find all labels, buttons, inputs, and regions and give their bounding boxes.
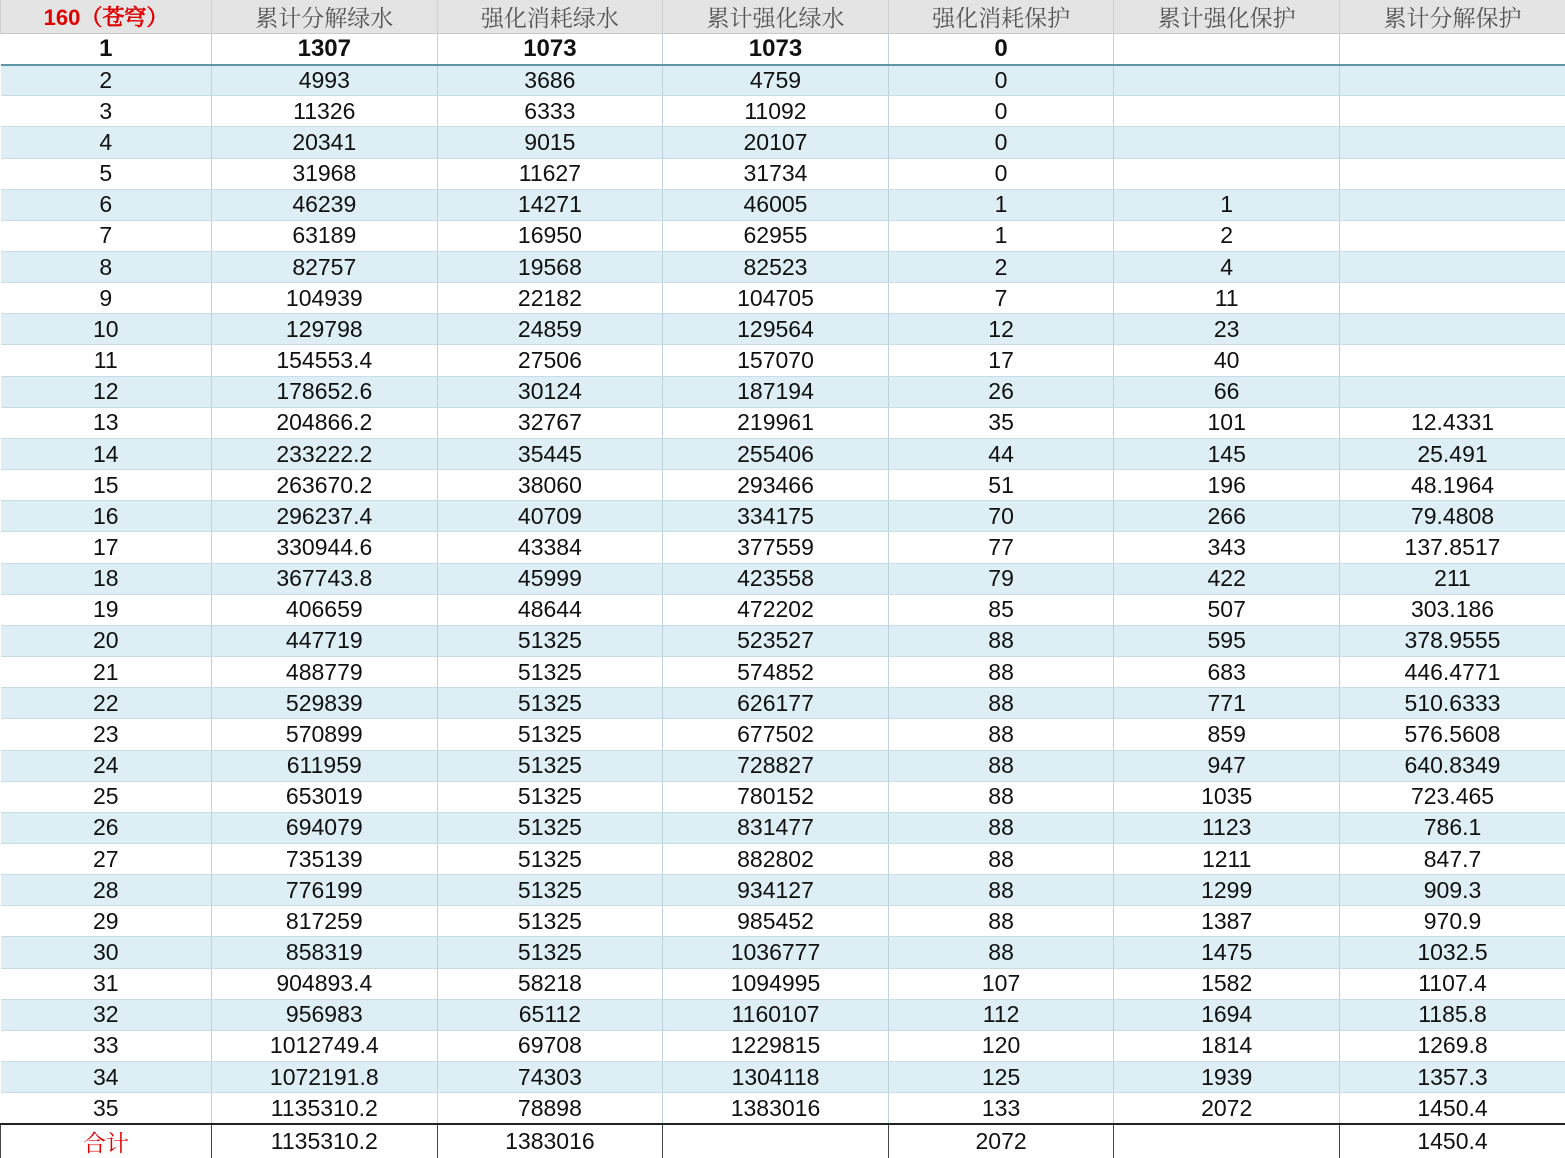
enhance-cost-green-cell[interactable]: 38060 <box>437 470 663 501</box>
cumulative-decompose-protect-cell[interactable]: 1269.8 <box>1339 1030 1565 1061</box>
table-row <box>1 719 1565 750</box>
column-header-enhance-cost-protect[interactable]: 强化消耗保护 <box>888 0 1114 34</box>
table-row <box>1 875 1565 906</box>
cumulative-decompose-green-cell[interactable]: 1135310.2 <box>212 1093 438 1124</box>
level-cell[interactable]: 22 <box>1 688 212 719</box>
table-row <box>1 376 1565 407</box>
cumulative-decompose-protect-cell[interactable]: 1107.4 <box>1339 968 1565 999</box>
enhance-cost-protect-cell[interactable]: 88 <box>888 937 1114 968</box>
enhance-cost-green-cell[interactable]: 51325 <box>437 906 663 937</box>
cumulative-decompose-green-cell[interactable]: 858319 <box>212 937 438 968</box>
table-row <box>1 252 1565 283</box>
cumulative-decompose-green-cell[interactable]: 204866.2 <box>212 407 438 438</box>
enhance-cost-green-cell[interactable]: 74303 <box>437 1062 663 1093</box>
table-row <box>1 65 1565 96</box>
cumulative-decompose-protect-cell[interactable]: 211 <box>1339 563 1565 594</box>
cumulative-enhance-green-cell[interactable]: 4759 <box>663 65 889 96</box>
level-cell[interactable]: 18 <box>1 563 212 594</box>
cumulative-enhance-protect-cell[interactable]: 422 <box>1114 563 1340 594</box>
enhance-cost-green-cell[interactable]: 51325 <box>437 688 663 719</box>
cumulative-decompose-green-cell[interactable]: 367743.8 <box>212 563 438 594</box>
table-row <box>1 220 1565 251</box>
level-cell[interactable]: 20 <box>1 625 212 656</box>
enhance-cost-protect-cell[interactable]: 0 <box>888 127 1114 158</box>
level-cell[interactable]: 26 <box>1 812 212 843</box>
cumulative-decompose-green-cell[interactable]: 611959 <box>212 750 438 781</box>
enhance-cost-green-cell[interactable]: 40709 <box>437 501 663 532</box>
cumulative-enhance-protect-cell[interactable]: 40 <box>1114 345 1340 376</box>
table-row <box>1 283 1565 314</box>
cumulative-enhance-protect-cell[interactable]: 507 <box>1114 594 1340 625</box>
table-row <box>1 1062 1565 1093</box>
enhance-cost-protect-cell[interactable]: 77 <box>888 532 1114 563</box>
cumulative-enhance-green-cell[interactable]: 780152 <box>663 781 889 812</box>
enhance-cost-green-cell[interactable]: 51325 <box>437 781 663 812</box>
enhance-cost-green-cell[interactable]: 24859 <box>437 314 663 345</box>
enhance-cost-protect-cell[interactable]: 12 <box>888 314 1114 345</box>
cumulative-decompose-green-cell[interactable]: 330944.6 <box>212 532 438 563</box>
cumulative-decompose-protect-cell[interactable]: 48.1964 <box>1339 470 1565 501</box>
enhance-cost-green-cell[interactable]: 78898 <box>437 1093 663 1124</box>
cumulative-decompose-protect-cell[interactable]: 1357.3 <box>1339 1062 1565 1093</box>
cumulative-decompose-green-cell[interactable]: 956983 <box>212 999 438 1030</box>
column-header-cumulative-decompose-green[interactable]: 累计分解绿水 <box>212 0 438 34</box>
cumulative-enhance-protect-cell[interactable]: 771 <box>1114 688 1340 719</box>
cumulative-decompose-protect-cell[interactable]: 786.1 <box>1339 812 1565 843</box>
cumulative-enhance-green-cell[interactable]: 219961 <box>663 407 889 438</box>
cumulative-decompose-protect-cell[interactable]: 378.9555 <box>1339 625 1565 656</box>
cumulative-decompose-protect-cell[interactable]: 723.465 <box>1339 781 1565 812</box>
level-cell[interactable]: 21 <box>1 657 212 688</box>
enhance-cost-green-cell[interactable]: 48644 <box>437 594 663 625</box>
cumulative-decompose-green-cell[interactable]: 178652.6 <box>212 376 438 407</box>
enhance-cost-protect-cell[interactable]: 88 <box>888 875 1114 906</box>
level-cell[interactable]: 12 <box>1 376 212 407</box>
cumulative-enhance-protect-cell[interactable]: 1475 <box>1114 937 1340 968</box>
cumulative-enhance-protect-cell[interactable]: 595 <box>1114 625 1340 656</box>
enhance-cost-green-cell[interactable]: 9015 <box>437 127 663 158</box>
enhance-cost-protect-cell[interactable]: 88 <box>888 657 1114 688</box>
enhance-cost-green-cell[interactable]: 51325 <box>437 937 663 968</box>
level-cell[interactable]: 15 <box>1 470 212 501</box>
cumulative-enhance-protect-cell[interactable]: 1035 <box>1114 781 1340 812</box>
level-cell[interactable]: 28 <box>1 875 212 906</box>
cumulative-decompose-green-cell[interactable]: 82757 <box>212 252 438 283</box>
level-cell[interactable]: 31 <box>1 968 212 999</box>
level-cell[interactable]: 10 <box>1 314 212 345</box>
cumulative-decompose-green-cell[interactable]: 31968 <box>212 158 438 189</box>
enhance-cost-green-cell[interactable]: 51325 <box>437 843 663 874</box>
cumulative-decompose-protect-cell[interactable]: 446.4771 <box>1339 657 1565 688</box>
enhance-cost-protect-cell[interactable]: 88 <box>888 719 1114 750</box>
table-row <box>1 96 1565 127</box>
level-cell[interactable]: 35 <box>1 1093 212 1124</box>
enhance-cost-green-cell[interactable]: 35445 <box>437 438 663 469</box>
table-row <box>1 407 1565 438</box>
cumulative-enhance-green-cell[interactable]: 831477 <box>663 812 889 843</box>
enhance-cost-protect-cell[interactable]: 120 <box>888 1030 1114 1061</box>
cumulative-enhance-green-cell[interactable]: 934127 <box>663 875 889 906</box>
total-cell[interactable] <box>663 1124 889 1158</box>
level-cell[interactable]: 24 <box>1 750 212 781</box>
cumulative-enhance-green-cell[interactable]: 82523 <box>663 252 889 283</box>
cumulative-enhance-protect-cell[interactable] <box>1114 96 1340 127</box>
table-row <box>1 314 1565 345</box>
cumulative-enhance-protect-cell[interactable]: 1299 <box>1114 875 1340 906</box>
level-cell[interactable]: 6 <box>1 189 212 220</box>
cumulative-enhance-green-cell[interactable]: 334175 <box>663 501 889 532</box>
cumulative-decompose-green-cell[interactable]: 653019 <box>212 781 438 812</box>
cumulative-enhance-green-cell[interactable]: 62955 <box>663 220 889 251</box>
cumulative-enhance-green-cell[interactable]: 574852 <box>663 657 889 688</box>
cumulative-decompose-protect-cell[interactable] <box>1339 34 1565 65</box>
level-cell[interactable]: 23 <box>1 719 212 750</box>
cumulative-enhance-green-cell[interactable]: 104705 <box>663 283 889 314</box>
cumulative-decompose-green-cell[interactable]: 46239 <box>212 189 438 220</box>
cumulative-enhance-protect-cell[interactable]: 1 <box>1114 189 1340 220</box>
total-label[interactable]: 合计 <box>1 1124 212 1158</box>
cumulative-enhance-green-cell[interactable]: 1229815 <box>663 1030 889 1061</box>
cumulative-decompose-green-cell[interactable]: 735139 <box>212 843 438 874</box>
enhance-cost-protect-cell[interactable]: 125 <box>888 1062 1114 1093</box>
cumulative-enhance-protect-cell[interactable]: 2072 <box>1114 1093 1340 1124</box>
level-cell[interactable]: 9 <box>1 283 212 314</box>
cumulative-decompose-green-cell[interactable]: 447719 <box>212 625 438 656</box>
total-row <box>1 1124 1565 1158</box>
enhance-cost-protect-cell[interactable]: 107 <box>888 968 1114 999</box>
cumulative-decompose-green-cell[interactable]: 154553.4 <box>212 345 438 376</box>
level-cell[interactable]: 14 <box>1 438 212 469</box>
cumulative-decompose-protect-cell[interactable] <box>1339 189 1565 220</box>
enhance-cost-protect-cell[interactable]: 79 <box>888 563 1114 594</box>
level-cell[interactable]: 19 <box>1 594 212 625</box>
cumulative-enhance-green-cell[interactable]: 1304118 <box>663 1062 889 1093</box>
cumulative-enhance-protect-cell[interactable]: 1814 <box>1114 1030 1340 1061</box>
table-row <box>1 750 1565 781</box>
enhance-cost-protect-cell[interactable]: 17 <box>888 345 1114 376</box>
level-cell[interactable]: 8 <box>1 252 212 283</box>
table-row <box>1 345 1565 376</box>
cumulative-decompose-green-cell[interactable]: 104939 <box>212 283 438 314</box>
table-row <box>1 657 1565 688</box>
total-cell[interactable]: 2072 <box>888 1124 1114 1158</box>
table-row <box>1 968 1565 999</box>
cumulative-decompose-green-cell[interactable]: 694079 <box>212 812 438 843</box>
cumulative-decompose-protect-cell[interactable]: 640.8349 <box>1339 750 1565 781</box>
cumulative-enhance-protect-cell[interactable] <box>1114 34 1340 65</box>
cumulative-enhance-protect-cell[interactable]: 66 <box>1114 376 1340 407</box>
enhance-cost-green-cell[interactable]: 45999 <box>437 563 663 594</box>
cumulative-enhance-green-cell[interactable]: 1036777 <box>663 937 889 968</box>
enhance-cost-protect-cell[interactable]: 88 <box>888 625 1114 656</box>
enhance-cost-protect-cell[interactable]: 70 <box>888 501 1114 532</box>
cumulative-enhance-protect-cell[interactable]: 1387 <box>1114 906 1340 937</box>
cumulative-decompose-protect-cell[interactable] <box>1339 65 1565 96</box>
total-cell[interactable]: 1135310.2 <box>212 1124 438 1158</box>
cumulative-decompose-green-cell[interactable]: 4993 <box>212 65 438 96</box>
cumulative-enhance-protect-cell[interactable]: 1211 <box>1114 843 1340 874</box>
enhance-cost-protect-cell[interactable]: 1 <box>888 220 1114 251</box>
enhance-cost-green-cell[interactable]: 1073 <box>437 34 663 65</box>
cumulative-decompose-green-cell[interactable]: 1012749.4 <box>212 1030 438 1061</box>
cumulative-enhance-green-cell[interactable]: 472202 <box>663 594 889 625</box>
enhance-cost-green-cell[interactable]: 3686 <box>437 65 663 96</box>
table-row <box>1 438 1565 469</box>
cumulative-enhance-protect-cell[interactable]: 683 <box>1114 657 1340 688</box>
enhance-cost-protect-cell[interactable]: 44 <box>888 438 1114 469</box>
cumulative-enhance-green-cell[interactable]: 157070 <box>663 345 889 376</box>
table-row <box>1 625 1565 656</box>
table-row <box>1 563 1565 594</box>
enhance-cost-green-cell[interactable]: 51325 <box>437 812 663 843</box>
table-row <box>1 1093 1565 1124</box>
cumulative-decompose-protect-cell[interactable] <box>1339 345 1565 376</box>
cumulative-enhance-protect-cell[interactable]: 101 <box>1114 407 1340 438</box>
enhance-cost-protect-cell[interactable]: 2 <box>888 252 1114 283</box>
cumulative-decompose-green-cell[interactable]: 20341 <box>212 127 438 158</box>
cumulative-enhance-protect-cell[interactable] <box>1114 127 1340 158</box>
enhance-cost-protect-cell[interactable]: 0 <box>888 158 1114 189</box>
cumulative-enhance-protect-cell[interactable]: 23 <box>1114 314 1340 345</box>
cumulative-decompose-green-cell[interactable]: 488779 <box>212 657 438 688</box>
cumulative-enhance-protect-cell[interactable]: 343 <box>1114 532 1340 563</box>
level-cell[interactable]: 11 <box>1 345 212 376</box>
enhance-cost-protect-cell[interactable]: 88 <box>888 750 1114 781</box>
level-cell[interactable]: 1 <box>1 34 212 65</box>
table-row <box>1 906 1565 937</box>
level-cell[interactable]: 17 <box>1 532 212 563</box>
cumulative-decompose-protect-cell[interactable] <box>1339 220 1565 251</box>
table-row <box>1 189 1565 220</box>
table-row <box>1 1030 1565 1061</box>
column-header-cumulative-enhance-green[interactable]: 累计强化绿水 <box>663 0 889 34</box>
column-header-cumulative-decompose-protect[interactable]: 累计分解保护 <box>1339 0 1565 34</box>
header-row <box>1 0 1565 34</box>
table-row <box>1 501 1565 532</box>
cumulative-enhance-protect-cell[interactable] <box>1114 65 1340 96</box>
level-cell[interactable]: 13 <box>1 407 212 438</box>
cumulative-enhance-protect-cell[interactable]: 196 <box>1114 470 1340 501</box>
enhance-cost-protect-cell[interactable]: 88 <box>888 688 1114 719</box>
cumulative-enhance-protect-cell[interactable]: 859 <box>1114 719 1340 750</box>
enhance-cost-protect-cell[interactable]: 85 <box>888 594 1114 625</box>
cumulative-enhance-green-cell[interactable]: 377559 <box>663 532 889 563</box>
enhance-cost-protect-cell[interactable]: 7 <box>888 283 1114 314</box>
enhance-cost-green-cell[interactable]: 22182 <box>437 283 663 314</box>
enhance-cost-protect-cell[interactable]: 1 <box>888 189 1114 220</box>
enhance-cost-protect-cell[interactable]: 0 <box>888 34 1114 65</box>
cumulative-decompose-green-cell[interactable]: 776199 <box>212 875 438 906</box>
cumulative-decompose-green-cell[interactable]: 296237.4 <box>212 501 438 532</box>
enhance-cost-green-cell[interactable]: 14271 <box>437 189 663 220</box>
level-cell[interactable]: 4 <box>1 127 212 158</box>
cumulative-enhance-protect-cell[interactable]: 2 <box>1114 220 1340 251</box>
level-cell[interactable]: 2 <box>1 65 212 96</box>
level-cell[interactable]: 34 <box>1 1062 212 1093</box>
table-row <box>1 781 1565 812</box>
cumulative-enhance-green-cell[interactable]: 423558 <box>663 563 889 594</box>
table-row <box>1 127 1565 158</box>
corner-label[interactable]: 160（苍穹） <box>1 0 212 34</box>
cumulative-decompose-protect-cell[interactable] <box>1339 158 1565 189</box>
total-cell[interactable] <box>1114 1124 1340 1158</box>
enhance-cost-green-cell[interactable]: 65112 <box>437 999 663 1030</box>
cumulative-enhance-green-cell[interactable]: 728827 <box>663 750 889 781</box>
cumulative-enhance-green-cell[interactable]: 1383016 <box>663 1093 889 1124</box>
enhance-cost-green-cell[interactable]: 19568 <box>437 252 663 283</box>
cumulative-decompose-protect-cell[interactable] <box>1339 127 1565 158</box>
cumulative-decompose-protect-cell[interactable]: 303.186 <box>1339 594 1565 625</box>
cumulative-decompose-protect-cell[interactable]: 137.8517 <box>1339 532 1565 563</box>
cumulative-enhance-protect-cell[interactable]: 4 <box>1114 252 1340 283</box>
cumulative-decompose-protect-cell[interactable]: 510.6333 <box>1339 688 1565 719</box>
cumulative-decompose-green-cell[interactable]: 11326 <box>212 96 438 127</box>
cumulative-decompose-protect-cell[interactable]: 909.3 <box>1339 875 1565 906</box>
cumulative-enhance-green-cell[interactable]: 20107 <box>663 127 889 158</box>
cumulative-enhance-green-cell[interactable]: 523527 <box>663 625 889 656</box>
cumulative-decompose-green-cell[interactable]: 817259 <box>212 906 438 937</box>
cumulative-decompose-protect-cell[interactable] <box>1339 376 1565 407</box>
level-cell[interactable]: 25 <box>1 781 212 812</box>
table-row <box>1 158 1565 189</box>
table-row <box>1 594 1565 625</box>
table-row <box>1 812 1565 843</box>
cumulative-decompose-protect-cell[interactable]: 25.491 <box>1339 438 1565 469</box>
cumulative-decompose-protect-cell[interactable]: 79.4808 <box>1339 501 1565 532</box>
cumulative-enhance-green-cell[interactable]: 985452 <box>663 906 889 937</box>
enhance-cost-protect-cell[interactable]: 0 <box>888 65 1114 96</box>
level-cell[interactable]: 33 <box>1 1030 212 1061</box>
level-cell[interactable]: 5 <box>1 158 212 189</box>
enhance-cost-green-cell[interactable]: 16950 <box>437 220 663 251</box>
cumulative-decompose-green-cell[interactable]: 233222.2 <box>212 438 438 469</box>
enhance-cost-green-cell[interactable]: 58218 <box>437 968 663 999</box>
cumulative-decompose-protect-cell[interactable] <box>1339 252 1565 283</box>
cumulative-enhance-protect-cell[interactable]: 947 <box>1114 750 1340 781</box>
cumulative-decompose-green-cell[interactable]: 263670.2 <box>212 470 438 501</box>
cumulative-decompose-protect-cell[interactable] <box>1339 314 1565 345</box>
enhance-cost-green-cell[interactable]: 51325 <box>437 875 663 906</box>
table-row <box>1 999 1565 1030</box>
enhance-cost-green-cell[interactable]: 69708 <box>437 1030 663 1061</box>
cumulative-enhance-protect-cell[interactable] <box>1114 158 1340 189</box>
cumulative-enhance-protect-cell[interactable]: 266 <box>1114 501 1340 532</box>
cumulative-decompose-protect-cell[interactable]: 970.9 <box>1339 906 1565 937</box>
cumulative-decompose-protect-cell[interactable]: 1185.8 <box>1339 999 1565 1030</box>
enhance-cost-protect-cell[interactable]: 0 <box>888 96 1114 127</box>
cumulative-enhance-green-cell[interactable]: 677502 <box>663 719 889 750</box>
table-row <box>1 688 1565 719</box>
cumulative-enhance-protect-cell[interactable]: 1694 <box>1114 999 1340 1030</box>
cumulative-decompose-green-cell[interactable]: 1307 <box>212 34 438 65</box>
enhance-cost-green-cell[interactable]: 51325 <box>437 625 663 656</box>
level-cell[interactable]: 16 <box>1 501 212 532</box>
enhance-cost-green-cell[interactable]: 32767 <box>437 407 663 438</box>
cumulative-decompose-protect-cell[interactable] <box>1339 283 1565 314</box>
table-row <box>1 937 1565 968</box>
table-row <box>1 532 1565 563</box>
enhance-cost-protect-cell[interactable]: 88 <box>888 906 1114 937</box>
cumulative-enhance-green-cell[interactable]: 882802 <box>663 843 889 874</box>
cumulative-enhance-green-cell[interactable]: 187194 <box>663 376 889 407</box>
cumulative-decompose-green-cell[interactable]: 1072191.8 <box>212 1062 438 1093</box>
enhance-cost-green-cell[interactable]: 51325 <box>437 719 663 750</box>
cumulative-enhance-green-cell[interactable]: 129564 <box>663 314 889 345</box>
cumulative-decompose-green-cell[interactable]: 904893.4 <box>212 968 438 999</box>
enhance-cost-green-cell[interactable]: 51325 <box>437 657 663 688</box>
enhance-cost-protect-cell[interactable]: 88 <box>888 843 1114 874</box>
cumulative-decompose-protect-cell[interactable] <box>1339 96 1565 127</box>
total-cell[interactable]: 1383016 <box>437 1124 663 1158</box>
level-cell[interactable]: 29 <box>1 906 212 937</box>
cumulative-decompose-green-cell[interactable]: 570899 <box>212 719 438 750</box>
enhance-cost-protect-cell[interactable]: 35 <box>888 407 1114 438</box>
enhance-cost-protect-cell[interactable]: 112 <box>888 999 1114 1030</box>
level-cell[interactable]: 30 <box>1 937 212 968</box>
level-cell[interactable]: 3 <box>1 96 212 127</box>
cumulative-enhance-green-cell[interactable]: 255406 <box>663 438 889 469</box>
cumulative-enhance-green-cell[interactable]: 46005 <box>663 189 889 220</box>
enhance-cost-green-cell[interactable]: 30124 <box>437 376 663 407</box>
cumulative-enhance-green-cell[interactable]: 293466 <box>663 470 889 501</box>
cumulative-decompose-protect-cell[interactable]: 12.4331 <box>1339 407 1565 438</box>
cumulative-enhance-green-cell[interactable]: 1160107 <box>663 999 889 1030</box>
level-cell[interactable]: 27 <box>1 843 212 874</box>
cumulative-enhance-protect-cell[interactable]: 11 <box>1114 283 1340 314</box>
cumulative-enhance-protect-cell[interactable]: 1123 <box>1114 812 1340 843</box>
enhance-cost-protect-cell[interactable]: 133 <box>888 1093 1114 1124</box>
cumulative-decompose-protect-cell[interactable]: 1032.5 <box>1339 937 1565 968</box>
cumulative-enhance-protect-cell[interactable]: 1939 <box>1114 1062 1340 1093</box>
enhance-cost-green-cell[interactable]: 6333 <box>437 96 663 127</box>
enhance-cost-green-cell[interactable]: 27506 <box>437 345 663 376</box>
cumulative-enhance-green-cell[interactable]: 11092 <box>663 96 889 127</box>
cumulative-decompose-green-cell[interactable]: 406659 <box>212 594 438 625</box>
cumulative-decompose-protect-cell[interactable]: 1450.4 <box>1339 1093 1565 1124</box>
enhance-cost-green-cell[interactable]: 43384 <box>437 532 663 563</box>
cumulative-enhance-protect-cell[interactable]: 145 <box>1114 438 1340 469</box>
cumulative-decompose-green-cell[interactable]: 129798 <box>212 314 438 345</box>
cumulative-enhance-green-cell[interactable]: 1094995 <box>663 968 889 999</box>
table-row <box>1 470 1565 501</box>
column-header-cumulative-enhance-protect[interactable]: 累计强化保护 <box>1114 0 1340 34</box>
table-row <box>1 34 1565 65</box>
cumulative-decompose-protect-cell[interactable]: 576.5608 <box>1339 719 1565 750</box>
cumulative-enhance-green-cell[interactable]: 1073 <box>663 34 889 65</box>
cumulative-enhance-green-cell[interactable]: 626177 <box>663 688 889 719</box>
cumulative-enhance-protect-cell[interactable]: 1582 <box>1114 968 1340 999</box>
enhance-cost-protect-cell[interactable]: 26 <box>888 376 1114 407</box>
column-header-enhance-cost-green[interactable]: 强化消耗绿水 <box>437 0 663 34</box>
enhance-cost-green-cell[interactable]: 11627 <box>437 158 663 189</box>
cumulative-decompose-green-cell[interactable]: 63189 <box>212 220 438 251</box>
level-cell[interactable]: 32 <box>1 999 212 1030</box>
level-cell[interactable]: 7 <box>1 220 212 251</box>
cumulative-decompose-protect-cell[interactable]: 847.7 <box>1339 843 1565 874</box>
enhance-cost-green-cell[interactable]: 51325 <box>437 750 663 781</box>
enhance-cost-protect-cell[interactable]: 88 <box>888 812 1114 843</box>
cumulative-enhance-green-cell[interactable]: 31734 <box>663 158 889 189</box>
cumulative-decompose-green-cell[interactable]: 529839 <box>212 688 438 719</box>
total-cell[interactable]: 1450.4 <box>1339 1124 1565 1158</box>
enhance-cost-protect-cell[interactable]: 51 <box>888 470 1114 501</box>
enhance-cost-protect-cell[interactable]: 88 <box>888 781 1114 812</box>
table-row <box>1 843 1565 874</box>
